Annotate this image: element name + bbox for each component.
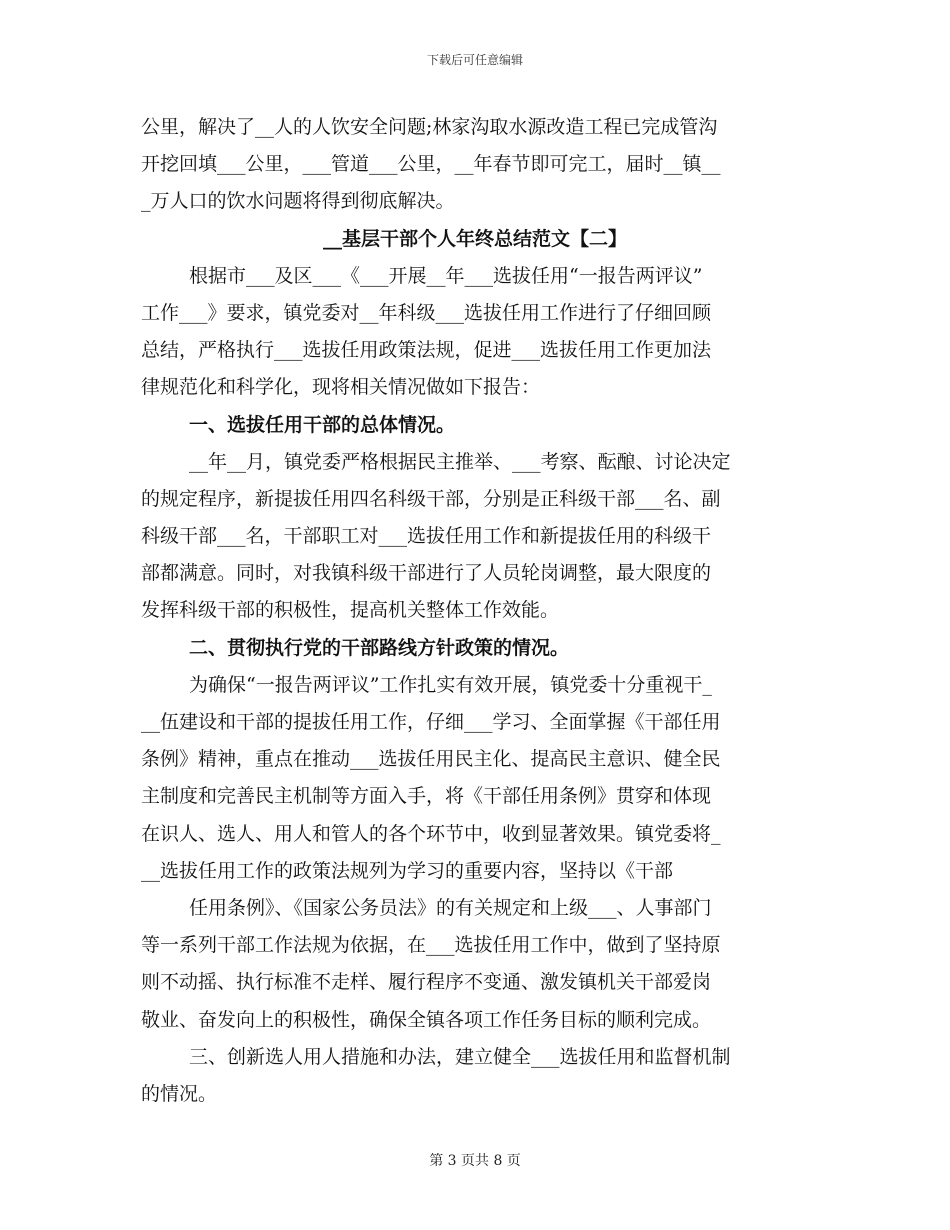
text-line: __伍建设和干部的提拔任用工作，仔细___学习、全面掌握《干部任用 — [141, 711, 721, 733]
text-line: __年__月，镇党委严格根据民主推举、___考察、酝酿、讨论决定 — [189, 450, 731, 473]
text-line: 敬业、奋发向上的积极性，确保全镇各项工作任务目标的顺利完成。 — [141, 1008, 712, 1031]
text-line: 工作___》要求，镇党委对__年科级___选拔任用工作进行了仔细回顾 — [141, 301, 712, 324]
text-line: 部都满意。同时，对我镇科级干部进行了人员轮岗调整，最大限度的 — [141, 562, 712, 585]
text-line: 任用条例》、《国家公务员法》的有关规定和上级___、人事部门 — [189, 896, 712, 919]
document-body — [141, 109, 809, 1113]
text-line: 发挥科级干部的积极性，提高机关整体工作效能。 — [141, 599, 560, 622]
text-line: 的规定程序，新提拔任用四名科级干部，分别是正科级干部___名、副 — [141, 487, 721, 510]
text-line: 总结，严格执行___选拔任用政策法规，促进___选拔任用工作更加法 — [141, 339, 712, 362]
text-line: __选拔任用工作的政策法规列为学习的重要内容，坚持以《干部 — [141, 859, 674, 882]
text-line: _万人口的饮水问题将得到彻底解决。 — [141, 190, 455, 213]
text-line: 科级干部___名，干部职工对___选拔任用工作和新提拔任用的科级干 — [141, 525, 712, 548]
page-header: 下载后可任意编辑 — [426, 53, 523, 67]
text-line: 三、创新选人用人措施和办法，建立健全___选拔任用和监督机制 — [189, 1045, 731, 1068]
text-line: 的情况。 — [141, 1082, 218, 1105]
text-line: 为确保“一报告两评议”工作扎实有效开展，镇党委十分重视干_ — [189, 673, 712, 696]
text-line: 律规范化和科学化，现将相关情况做如下报告： — [141, 376, 541, 399]
text-line: 二、贯彻执行党的干部路线方针政策的情况。 — [189, 636, 570, 659]
page-footer: 第 3 页共 8 页 — [429, 1153, 521, 1169]
text-line: 等一系列干部工作法规为依据，在___选拔任用工作中，做到了坚持原 — [141, 934, 721, 957]
text-line: 一、选拔任用干部的总体情况。 — [189, 413, 456, 436]
text-line: 条例》精神，重点在推动___选拔任用民主化、提高民主意识、健全民 — [141, 748, 721, 771]
text-line: 主制度和完善民主机制等方面入手，将《干部任用条例》贯穿和体现 — [141, 785, 712, 808]
text-line: 根据市___及区___《___开展__年___选拔任用“一报告两评议” — [189, 264, 703, 287]
text-line: 则不动摇、执行标准不走样、履行程序不变通、激发镇机关干部爱岗 — [141, 971, 712, 994]
text-line: __基层干部个人年终总结范文【二】 — [322, 227, 627, 250]
text-line: 开挖回填___公里，___管道___公里，__年春节即可完工，届时__镇__ — [141, 153, 721, 176]
text-line: 公里，解决了__人的人饮安全问题;林家沟取水源改造工程已完成管沟 — [141, 116, 718, 138]
text-line: 在识人、选人、用人和管人的各个环节中，收到显著效果。镇党委将_ — [141, 822, 721, 845]
